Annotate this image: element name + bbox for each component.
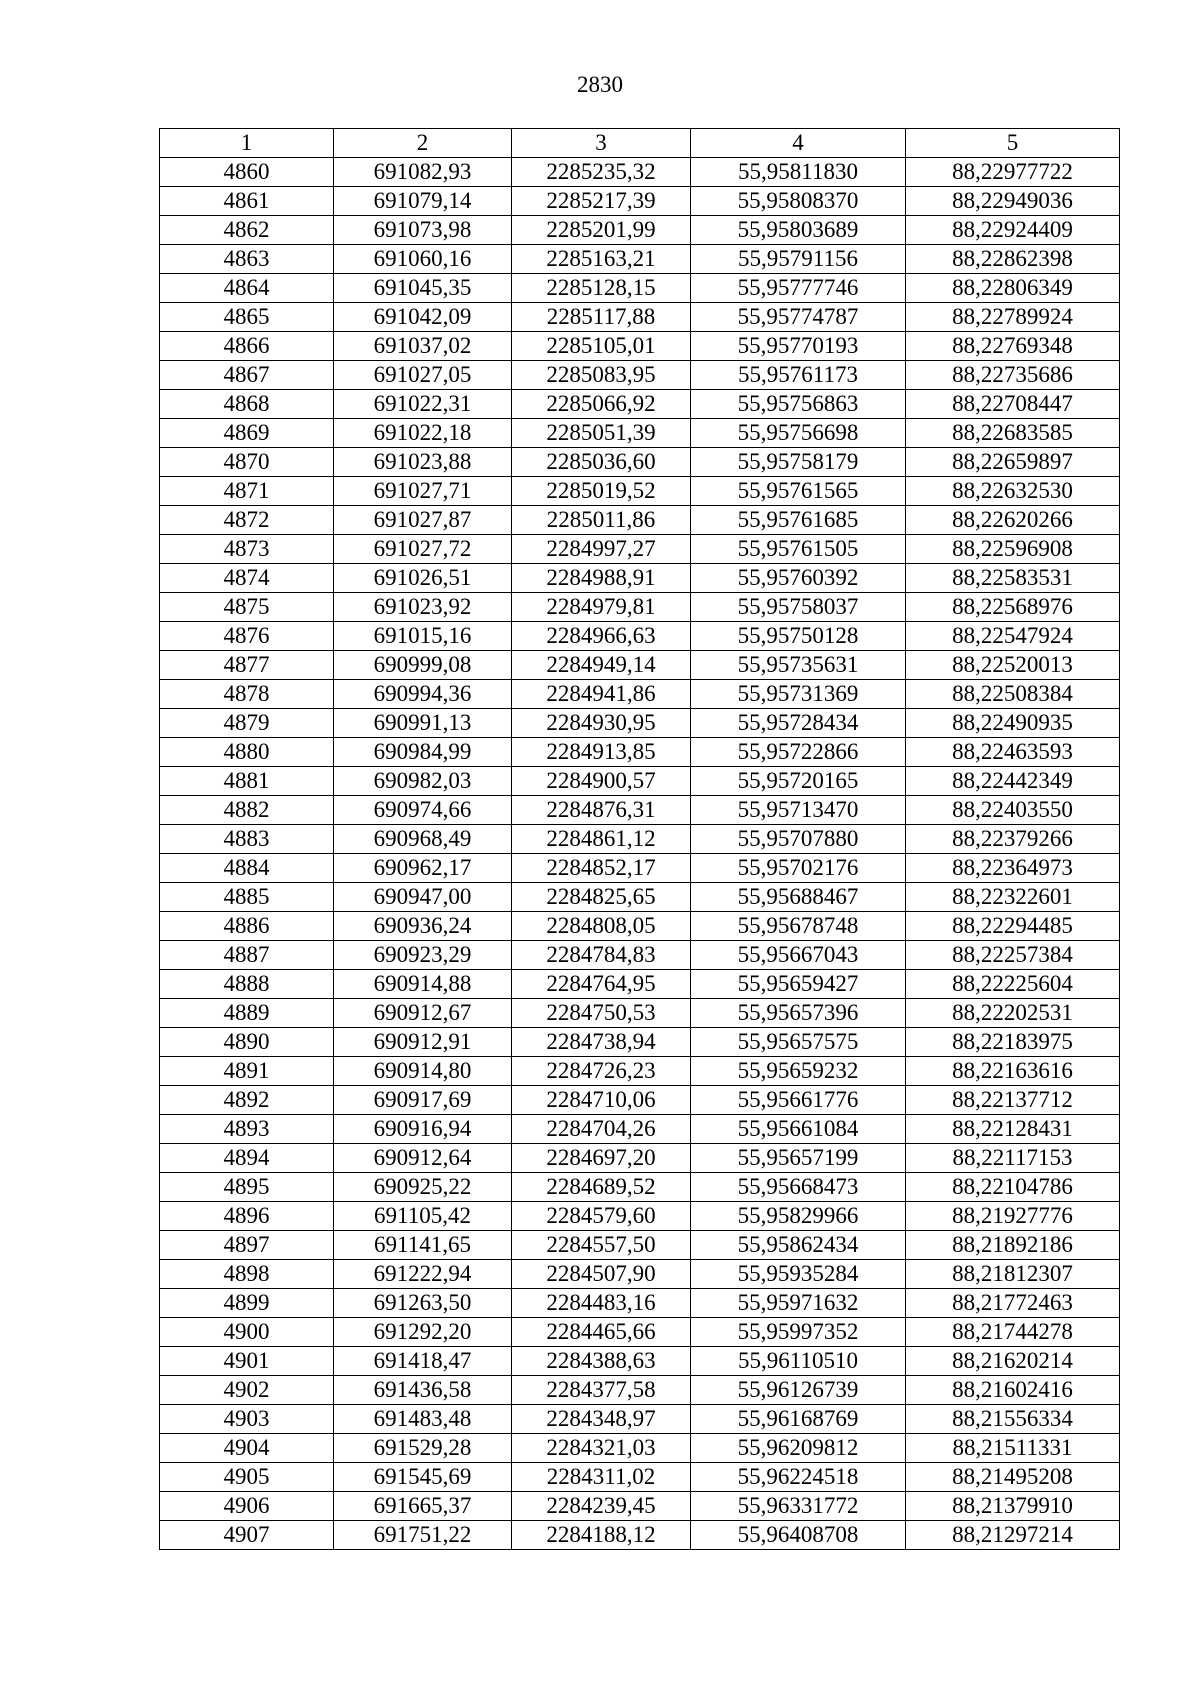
table-row: [160, 854, 1120, 883]
point-number-cell: 4883: [160, 825, 334, 854]
point-number-cell: 4898: [160, 1260, 334, 1289]
y-coordinate-cell: 2285217,39: [512, 187, 691, 216]
latitude-cell: 55,96209812: [691, 1434, 906, 1463]
latitude-cell: 55,95661084: [691, 1115, 906, 1144]
x-coordinate-cell: 691027,72: [334, 535, 512, 564]
table-row: [160, 999, 1120, 1028]
point-number-cell: 4877: [160, 651, 334, 680]
longitude-cell: 88,21772463: [906, 1289, 1120, 1318]
x-coordinate-cell: 691027,71: [334, 477, 512, 506]
point-number-cell: 4889: [160, 999, 334, 1028]
longitude-cell: 88,21812307: [906, 1260, 1120, 1289]
point-number-cell: 4893: [160, 1115, 334, 1144]
y-coordinate-cell: 2284861,12: [512, 825, 691, 854]
x-coordinate-cell: 691263,50: [334, 1289, 512, 1318]
table-row: [160, 1173, 1120, 1202]
latitude-cell: 55,95760392: [691, 564, 906, 593]
point-number-cell: 4891: [160, 1057, 334, 1086]
table-row: [160, 1086, 1120, 1115]
point-number-cell: 4870: [160, 448, 334, 477]
point-number-cell: 4904: [160, 1434, 334, 1463]
latitude-cell: 55,95735631: [691, 651, 906, 680]
x-coordinate-cell: 691665,37: [334, 1492, 512, 1521]
table-row: [160, 1405, 1120, 1434]
y-coordinate-cell: 2284949,14: [512, 651, 691, 680]
point-number-cell: 4866: [160, 332, 334, 361]
x-coordinate-cell: 690962,17: [334, 854, 512, 883]
point-number-cell: 4906: [160, 1492, 334, 1521]
longitude-cell: 88,22463593: [906, 738, 1120, 767]
latitude-cell: 55,95935284: [691, 1260, 906, 1289]
point-number-cell: 4869: [160, 419, 334, 448]
y-coordinate-cell: 2284930,95: [512, 709, 691, 738]
point-number-cell: 4894: [160, 1144, 334, 1173]
table-row: [160, 738, 1120, 767]
longitude-cell: 88,22769348: [906, 332, 1120, 361]
point-number-cell: 4886: [160, 912, 334, 941]
x-coordinate-cell: 691022,18: [334, 419, 512, 448]
table-row: [160, 1347, 1120, 1376]
x-coordinate-cell: 690982,03: [334, 767, 512, 796]
table-row: [160, 1144, 1120, 1173]
point-number-cell: 4863: [160, 245, 334, 274]
table-row: [160, 1057, 1120, 1086]
longitude-cell: 88,22364973: [906, 854, 1120, 883]
y-coordinate-cell: 2284579,60: [512, 1202, 691, 1231]
longitude-cell: 88,22924409: [906, 216, 1120, 245]
point-number-cell: 4865: [160, 303, 334, 332]
y-coordinate-cell: 2284507,90: [512, 1260, 691, 1289]
x-coordinate-cell: 690974,66: [334, 796, 512, 825]
x-coordinate-cell: 690912,91: [334, 1028, 512, 1057]
longitude-cell: 88,21511331: [906, 1434, 1120, 1463]
longitude-cell: 88,22789924: [906, 303, 1120, 332]
point-number-cell: 4892: [160, 1086, 334, 1115]
x-coordinate-cell: 691545,69: [334, 1463, 512, 1492]
column-header: 3: [512, 129, 691, 158]
table-row: [160, 825, 1120, 854]
y-coordinate-cell: 2284697,20: [512, 1144, 691, 1173]
y-coordinate-cell: 2284188,12: [512, 1521, 691, 1550]
y-coordinate-cell: 2284689,52: [512, 1173, 691, 1202]
y-coordinate-cell: 2284710,06: [512, 1086, 691, 1115]
y-coordinate-cell: 2284348,97: [512, 1405, 691, 1434]
y-coordinate-cell: 2284465,66: [512, 1318, 691, 1347]
point-number-cell: 4887: [160, 941, 334, 970]
table-row: [160, 1289, 1120, 1318]
x-coordinate-cell: 690917,69: [334, 1086, 512, 1115]
point-number-cell: 4890: [160, 1028, 334, 1057]
y-coordinate-cell: 2284913,85: [512, 738, 691, 767]
latitude-cell: 55,95661776: [691, 1086, 906, 1115]
latitude-cell: 55,95803689: [691, 216, 906, 245]
table-row: [160, 622, 1120, 651]
longitude-cell: 88,22322601: [906, 883, 1120, 912]
table-row: [160, 535, 1120, 564]
x-coordinate-cell: 690947,00: [334, 883, 512, 912]
latitude-cell: 55,95777746: [691, 274, 906, 303]
table-row: [160, 1376, 1120, 1405]
point-number-cell: 4862: [160, 216, 334, 245]
x-coordinate-cell: 690984,99: [334, 738, 512, 767]
point-number-cell: 4879: [160, 709, 334, 738]
table-row: [160, 390, 1120, 419]
longitude-cell: 88,22683585: [906, 419, 1120, 448]
x-coordinate-cell: 691023,92: [334, 593, 512, 622]
longitude-cell: 88,22163616: [906, 1057, 1120, 1086]
longitude-cell: 88,22547924: [906, 622, 1120, 651]
table-row: [160, 477, 1120, 506]
longitude-cell: 88,22568976: [906, 593, 1120, 622]
x-coordinate-cell: 690923,29: [334, 941, 512, 970]
longitude-cell: 88,22202531: [906, 999, 1120, 1028]
latitude-cell: 55,95774787: [691, 303, 906, 332]
latitude-cell: 55,96126739: [691, 1376, 906, 1405]
y-coordinate-cell: 2284764,95: [512, 970, 691, 999]
x-coordinate-cell: 691027,05: [334, 361, 512, 390]
point-number-cell: 4881: [160, 767, 334, 796]
table-row: [160, 1492, 1120, 1521]
point-number-cell: 4907: [160, 1521, 334, 1550]
x-coordinate-cell: 691023,88: [334, 448, 512, 477]
longitude-cell: 88,22735686: [906, 361, 1120, 390]
y-coordinate-cell: 2285117,88: [512, 303, 691, 332]
y-coordinate-cell: 2285128,15: [512, 274, 691, 303]
y-coordinate-cell: 2285036,60: [512, 448, 691, 477]
table-row: [160, 564, 1120, 593]
longitude-cell: 88,22294485: [906, 912, 1120, 941]
latitude-cell: 55,95761565: [691, 477, 906, 506]
longitude-cell: 88,21620214: [906, 1347, 1120, 1376]
table-row: [160, 216, 1120, 245]
x-coordinate-cell: 690936,24: [334, 912, 512, 941]
longitude-cell: 88,22257384: [906, 941, 1120, 970]
table-row: [160, 1434, 1120, 1463]
latitude-cell: 55,95761685: [691, 506, 906, 535]
y-coordinate-cell: 2284704,26: [512, 1115, 691, 1144]
latitude-cell: 55,95702176: [691, 854, 906, 883]
longitude-cell: 88,22596908: [906, 535, 1120, 564]
x-coordinate-cell: 691022,31: [334, 390, 512, 419]
point-number-cell: 4905: [160, 1463, 334, 1492]
y-coordinate-cell: 2284750,53: [512, 999, 691, 1028]
table-row: [160, 332, 1120, 361]
longitude-cell: 88,22379266: [906, 825, 1120, 854]
x-coordinate-cell: 690994,36: [334, 680, 512, 709]
longitude-cell: 88,22490935: [906, 709, 1120, 738]
y-coordinate-cell: 2285083,95: [512, 361, 691, 390]
point-number-cell: 4860: [160, 158, 334, 187]
latitude-cell: 55,95829966: [691, 1202, 906, 1231]
point-number-cell: 4872: [160, 506, 334, 535]
column-header: 2: [334, 129, 512, 158]
point-number-cell: 4873: [160, 535, 334, 564]
latitude-cell: 55,96408708: [691, 1521, 906, 1550]
longitude-cell: 88,22117153: [906, 1144, 1120, 1173]
x-coordinate-cell: 690968,49: [334, 825, 512, 854]
table-row: [160, 187, 1120, 216]
latitude-cell: 55,95761505: [691, 535, 906, 564]
latitude-cell: 55,95761173: [691, 361, 906, 390]
x-coordinate-cell: 691418,47: [334, 1347, 512, 1376]
longitude-cell: 88,22620266: [906, 506, 1120, 535]
table-row: [160, 158, 1120, 187]
y-coordinate-cell: 2284388,63: [512, 1347, 691, 1376]
table-row: [160, 448, 1120, 477]
longitude-cell: 88,22708447: [906, 390, 1120, 419]
latitude-cell: 55,95808370: [691, 187, 906, 216]
table-row: [160, 767, 1120, 796]
point-number-cell: 4902: [160, 1376, 334, 1405]
latitude-cell: 55,95657199: [691, 1144, 906, 1173]
latitude-cell: 55,95720165: [691, 767, 906, 796]
latitude-cell: 55,95688467: [691, 883, 906, 912]
longitude-cell: 88,22977722: [906, 158, 1120, 187]
x-coordinate-cell: 690914,80: [334, 1057, 512, 1086]
longitude-cell: 88,21556334: [906, 1405, 1120, 1434]
y-coordinate-cell: 2284997,27: [512, 535, 691, 564]
x-coordinate-cell: 691015,16: [334, 622, 512, 651]
longitude-cell: 88,21744278: [906, 1318, 1120, 1347]
y-coordinate-cell: 2284876,31: [512, 796, 691, 825]
longitude-cell: 88,21892186: [906, 1231, 1120, 1260]
y-coordinate-cell: 2284311,02: [512, 1463, 691, 1492]
latitude-cell: 55,95756698: [691, 419, 906, 448]
x-coordinate-cell: 691105,42: [334, 1202, 512, 1231]
y-coordinate-cell: 2284738,94: [512, 1028, 691, 1057]
table-row: [160, 506, 1120, 535]
latitude-cell: 55,95997352: [691, 1318, 906, 1347]
y-coordinate-cell: 2284966,63: [512, 622, 691, 651]
longitude-cell: 88,22183975: [906, 1028, 1120, 1057]
y-coordinate-cell: 2285019,52: [512, 477, 691, 506]
table-row: [160, 680, 1120, 709]
latitude-cell: 55,95722866: [691, 738, 906, 767]
y-coordinate-cell: 2285011,86: [512, 506, 691, 535]
longitude-cell: 88,22862398: [906, 245, 1120, 274]
longitude-cell: 88,22508384: [906, 680, 1120, 709]
point-number-cell: 4861: [160, 187, 334, 216]
x-coordinate-cell: 691082,93: [334, 158, 512, 187]
latitude-cell: 55,95791156: [691, 245, 906, 274]
latitude-cell: 55,95659427: [691, 970, 906, 999]
table-row: [160, 1231, 1120, 1260]
longitude-cell: 88,22806349: [906, 274, 1120, 303]
latitude-cell: 55,95770193: [691, 332, 906, 361]
latitude-cell: 55,95811830: [691, 158, 906, 187]
y-coordinate-cell: 2284900,57: [512, 767, 691, 796]
point-number-cell: 4895: [160, 1173, 334, 1202]
y-coordinate-cell: 2284941,86: [512, 680, 691, 709]
page-number: 2830: [577, 72, 623, 97]
column-header: 4: [691, 129, 906, 158]
longitude-cell: 88,21495208: [906, 1463, 1120, 1492]
table-row: [160, 1202, 1120, 1231]
table-row: [160, 1318, 1120, 1347]
longitude-cell: 88,22442349: [906, 767, 1120, 796]
x-coordinate-cell: 690991,13: [334, 709, 512, 738]
point-number-cell: 4884: [160, 854, 334, 883]
x-coordinate-cell: 690912,67: [334, 999, 512, 1028]
latitude-cell: 55,95758037: [691, 593, 906, 622]
point-number-cell: 4876: [160, 622, 334, 651]
x-coordinate-cell: 691529,28: [334, 1434, 512, 1463]
point-number-cell: 4900: [160, 1318, 334, 1347]
point-number-cell: 4871: [160, 477, 334, 506]
longitude-cell: 88,22632530: [906, 477, 1120, 506]
point-number-cell: 4868: [160, 390, 334, 419]
point-number-cell: 4878: [160, 680, 334, 709]
longitude-cell: 88,22583531: [906, 564, 1120, 593]
longitude-cell: 88,21927776: [906, 1202, 1120, 1231]
point-number-cell: 4880: [160, 738, 334, 767]
latitude-cell: 55,95678748: [691, 912, 906, 941]
y-coordinate-cell: 2284808,05: [512, 912, 691, 941]
table-row: [160, 796, 1120, 825]
longitude-cell: 88,22225604: [906, 970, 1120, 999]
latitude-cell: 55,95728434: [691, 709, 906, 738]
latitude-cell: 55,95862434: [691, 1231, 906, 1260]
table-row: [160, 1463, 1120, 1492]
x-coordinate-cell: 691042,09: [334, 303, 512, 332]
y-coordinate-cell: 2284784,83: [512, 941, 691, 970]
latitude-cell: 55,96224518: [691, 1463, 906, 1492]
y-coordinate-cell: 2285066,92: [512, 390, 691, 419]
x-coordinate-cell: 691026,51: [334, 564, 512, 593]
latitude-cell: 55,95707880: [691, 825, 906, 854]
latitude-cell: 55,96331772: [691, 1492, 906, 1521]
x-coordinate-cell: 691079,14: [334, 187, 512, 216]
latitude-cell: 55,95758179: [691, 448, 906, 477]
x-coordinate-cell: 691436,58: [334, 1376, 512, 1405]
latitude-cell: 55,95750128: [691, 622, 906, 651]
table-row: [160, 709, 1120, 738]
latitude-cell: 55,95657396: [691, 999, 906, 1028]
point-number-cell: 4903: [160, 1405, 334, 1434]
y-coordinate-cell: 2285051,39: [512, 419, 691, 448]
latitude-cell: 55,95731369: [691, 680, 906, 709]
table-row: [160, 419, 1120, 448]
longitude-cell: 88,22659897: [906, 448, 1120, 477]
x-coordinate-cell: 691045,35: [334, 274, 512, 303]
table-row: [160, 245, 1120, 274]
y-coordinate-cell: 2284557,50: [512, 1231, 691, 1260]
longitude-cell: 88,22520013: [906, 651, 1120, 680]
column-header: 5: [906, 129, 1120, 158]
latitude-cell: 55,96168769: [691, 1405, 906, 1434]
x-coordinate-cell: 691483,48: [334, 1405, 512, 1434]
y-coordinate-cell: 2284239,45: [512, 1492, 691, 1521]
longitude-cell: 88,22104786: [906, 1173, 1120, 1202]
x-coordinate-cell: 691141,65: [334, 1231, 512, 1260]
column-header: 1: [160, 129, 334, 158]
y-coordinate-cell: 2284377,58: [512, 1376, 691, 1405]
x-coordinate-cell: 691292,20: [334, 1318, 512, 1347]
longitude-cell: 88,22403550: [906, 796, 1120, 825]
coordinates-table-body: [160, 129, 1120, 1550]
x-coordinate-cell: 691027,87: [334, 506, 512, 535]
point-number-cell: 4888: [160, 970, 334, 999]
table-row: [160, 912, 1120, 941]
y-coordinate-cell: 2285105,01: [512, 332, 691, 361]
latitude-cell: 55,95713470: [691, 796, 906, 825]
coordinates-table: [159, 128, 1120, 1550]
y-coordinate-cell: 2285163,21: [512, 245, 691, 274]
x-coordinate-cell: 690925,22: [334, 1173, 512, 1202]
y-coordinate-cell: 2285201,99: [512, 216, 691, 245]
table-row: [160, 1521, 1120, 1550]
point-number-cell: 4864: [160, 274, 334, 303]
longitude-cell: 88,21297214: [906, 1521, 1120, 1550]
y-coordinate-cell: 2284979,81: [512, 593, 691, 622]
longitude-cell: 88,21602416: [906, 1376, 1120, 1405]
table-row: [160, 941, 1120, 970]
point-number-cell: 4885: [160, 883, 334, 912]
latitude-cell: 55,95971632: [691, 1289, 906, 1318]
point-number-cell: 4897: [160, 1231, 334, 1260]
latitude-cell: 55,95667043: [691, 941, 906, 970]
y-coordinate-cell: 2285235,32: [512, 158, 691, 187]
table-row: [160, 593, 1120, 622]
longitude-cell: 88,21379910: [906, 1492, 1120, 1521]
y-coordinate-cell: 2284483,16: [512, 1289, 691, 1318]
y-coordinate-cell: 2284852,17: [512, 854, 691, 883]
x-coordinate-cell: 690916,94: [334, 1115, 512, 1144]
point-number-cell: 4901: [160, 1347, 334, 1376]
point-number-cell: 4867: [160, 361, 334, 390]
x-coordinate-cell: 690912,64: [334, 1144, 512, 1173]
y-coordinate-cell: 2284321,03: [512, 1434, 691, 1463]
table-row: [160, 274, 1120, 303]
point-number-cell: 4896: [160, 1202, 334, 1231]
x-coordinate-cell: 690914,88: [334, 970, 512, 999]
table-row: [160, 1115, 1120, 1144]
x-coordinate-cell: 691060,16: [334, 245, 512, 274]
latitude-cell: 55,96110510: [691, 1347, 906, 1376]
y-coordinate-cell: 2284825,65: [512, 883, 691, 912]
x-coordinate-cell: 691037,02: [334, 332, 512, 361]
table-row: [160, 1260, 1120, 1289]
point-number-cell: 4899: [160, 1289, 334, 1318]
x-coordinate-cell: 691751,22: [334, 1521, 512, 1550]
table-row: [160, 303, 1120, 332]
x-coordinate-cell: 690999,08: [334, 651, 512, 680]
point-number-cell: 4874: [160, 564, 334, 593]
x-coordinate-cell: 691073,98: [334, 216, 512, 245]
y-coordinate-cell: 2284988,91: [512, 564, 691, 593]
point-number-cell: 4875: [160, 593, 334, 622]
table-row: [160, 651, 1120, 680]
table-row: [160, 883, 1120, 912]
y-coordinate-cell: 2284726,23: [512, 1057, 691, 1086]
table-row: [160, 1028, 1120, 1057]
longitude-cell: 88,22949036: [906, 187, 1120, 216]
latitude-cell: 55,95659232: [691, 1057, 906, 1086]
table-header-row: [160, 129, 1120, 158]
table-row: [160, 361, 1120, 390]
latitude-cell: 55,95668473: [691, 1173, 906, 1202]
latitude-cell: 55,95657575: [691, 1028, 906, 1057]
point-number-cell: 4882: [160, 796, 334, 825]
longitude-cell: 88,22137712: [906, 1086, 1120, 1115]
x-coordinate-cell: 691222,94: [334, 1260, 512, 1289]
longitude-cell: 88,22128431: [906, 1115, 1120, 1144]
table-row: [160, 970, 1120, 999]
latitude-cell: 55,95756863: [691, 390, 906, 419]
